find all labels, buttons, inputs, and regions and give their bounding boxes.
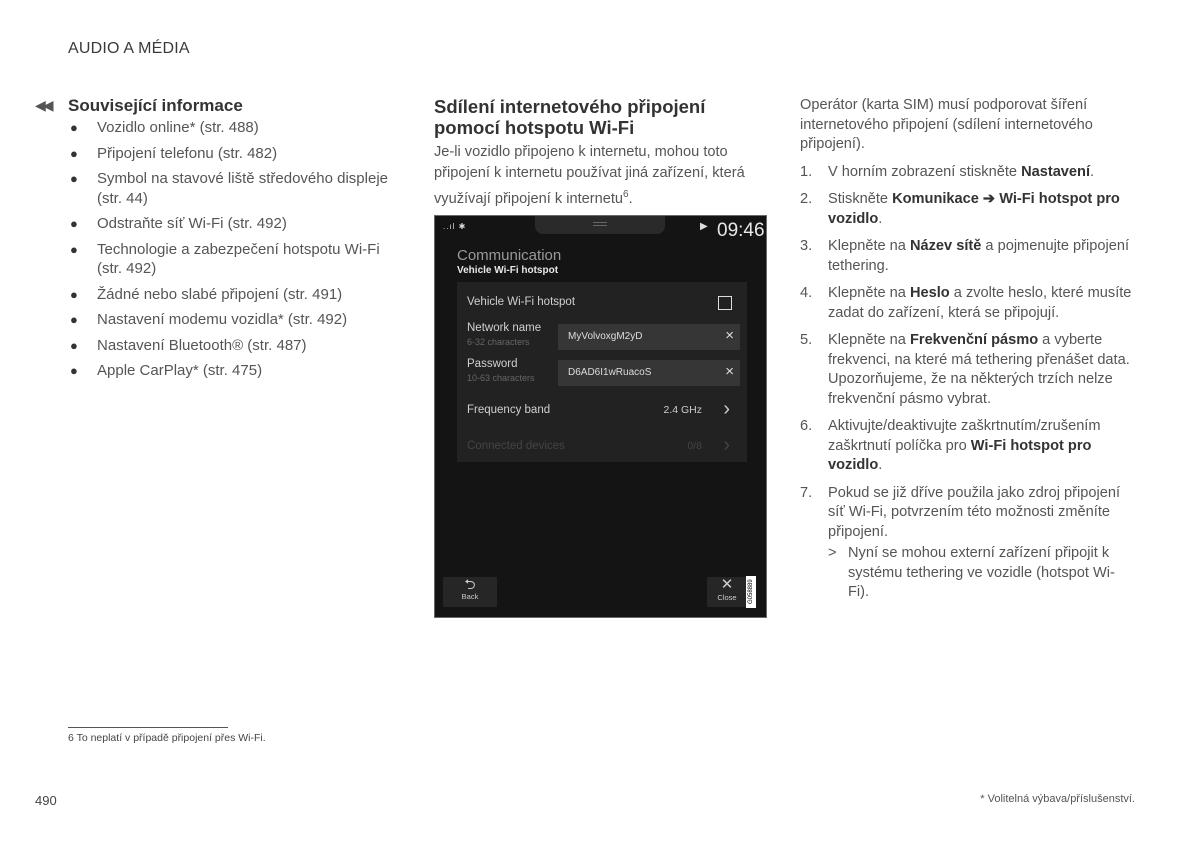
list-item[interactable]: ● Nastavení modemu vozidla* (str. 492) bbox=[70, 311, 348, 328]
list-item[interactable]: ● Symbol na stavové liště středového displeje (str. 44) bbox=[70, 170, 388, 207]
signal-icon: ..ıl ✱ bbox=[443, 222, 467, 231]
double-chevron-left-icon: ◀◀ bbox=[35, 97, 51, 113]
image-code: G058889 bbox=[746, 576, 756, 608]
close-icon: ✕ bbox=[720, 576, 734, 593]
instructions bbox=[800, 96, 1135, 611]
steps-list bbox=[800, 163, 1135, 603]
list-item[interactable]: ● Nastavení Bluetooth® (str. 487) bbox=[70, 336, 307, 354]
hotspot-toggle-row[interactable]: Vehicle Wi-Fi hotspot bbox=[467, 290, 742, 320]
network-name-row: Network name 6-32 characters MyVolvoxgM2yD × bbox=[467, 322, 742, 352]
intro-text: Operátor (karta SIM) musí podporovat šíření internetového připojení (sdílení internetového připojení). bbox=[800, 97, 1093, 152]
step: 7. Pokud se již dříve použila jako zdroj připojení síť Wi-Fi, potvrzením této možnosti změníte připojení. > Nyní se mohou externí zařízení připojit k systému tethering ve vozidle (hotspot Wi-Fi). bbox=[800, 484, 1135, 603]
back-button[interactable]: ⮌ Back bbox=[443, 577, 497, 607]
related-heading bbox=[35, 96, 395, 118]
step: 4. Klepněte na Heslo a zvolte heslo, které musíte zadat do zařízení, která se připojují. bbox=[800, 285, 1132, 321]
step: 5. Klepněte na Frekvenční pásmo a vyberte frekvenci, na které má tethering přenášet data. Upozorňujeme, že na některých trzích nelze frekvenční pásmo vybrat. bbox=[800, 332, 1130, 407]
list-item[interactable]: ● Vozidlo online* (str. 488) bbox=[70, 119, 259, 136]
footnote: 6 To neplatí v případě připojení přes Wi-Fi. bbox=[68, 732, 266, 744]
related-info bbox=[35, 96, 395, 387]
list-item[interactable]: ● Technologie a zabezpečení hotspotu Wi-Fi (str. 492) bbox=[70, 240, 380, 277]
footnote-divider bbox=[68, 727, 228, 728]
back-arrow-icon: ⮌ bbox=[464, 576, 476, 592]
footnote-ref: 6 bbox=[623, 189, 629, 200]
related-title: Související informace bbox=[68, 96, 243, 115]
list-item[interactable]: ● Připojení telefonu (str. 482) bbox=[70, 144, 278, 162]
screen-subtitle: Vehicle Wi-Fi hotspot bbox=[457, 265, 559, 276]
section bbox=[434, 96, 769, 210]
screen-title: Communication bbox=[457, 247, 562, 264]
step-result: > Nyní se mohou externí zařízení připojit k systému tethering ve vozidle (hotspot Wi-Fi). bbox=[828, 545, 1115, 600]
step: 2. Stiskněte Komunikace ➔ Wi-Fi hotspot pro vozidlo. bbox=[800, 191, 1120, 227]
section-title: Sdílení internetového připojení pomocí hotspotu Wi-Fi bbox=[434, 96, 706, 138]
settings-panel bbox=[457, 282, 747, 462]
step: 1. V horním zobrazení stiskněte Nastavení. bbox=[800, 163, 1095, 180]
password-row: Password 10-63 characters D6AD6I1wRuacoS × bbox=[467, 358, 742, 388]
step: 6. Aktivujte/deaktivujte zaškrtnutím/zrušením zaškrtnutí políčka pro Wi-Fi hotspot pro vozidlo. bbox=[800, 418, 1101, 473]
chapter-title: AUDIO A MÉDIA bbox=[68, 40, 190, 57]
chevron-right-icon: › bbox=[723, 434, 730, 456]
optional-equipment-note: * Volitelná výbava/příslušenství. bbox=[980, 793, 1135, 805]
section-body: Je-li vozidlo připojeno k internetu, mohou toto připojení k internetu používat jiná zařízení, která využívají připojení k internetu$^6$. bbox=[434, 144, 745, 207]
hotspot-checkbox[interactable] bbox=[718, 296, 732, 310]
list-item[interactable]: ● Odstraňte síť Wi-Fi (str. 492) bbox=[70, 215, 287, 232]
frequency-band-row[interactable]: Frequency band 2.4 GHz › bbox=[467, 398, 730, 420]
clock: 09:46 bbox=[717, 220, 765, 241]
network-name-field[interactable]: MyVolvoxgM2yD × bbox=[558, 324, 740, 350]
password-field[interactable]: D6AD6I1wRuacoS × bbox=[558, 360, 740, 386]
connected-devices-row[interactable]: Connected devices 0/8 › bbox=[467, 434, 730, 456]
clear-icon[interactable]: × bbox=[725, 363, 734, 380]
clear-icon[interactable]: × bbox=[725, 327, 734, 344]
page-number: 490 bbox=[35, 793, 57, 808]
chevron-right-icon: › bbox=[723, 398, 730, 420]
center-display-screenshot bbox=[434, 215, 767, 618]
step: 3. Klepněte na Název sítě a pojmenujte připojení tethering. bbox=[800, 238, 1130, 274]
related-list bbox=[35, 118, 395, 381]
drag-handle[interactable] bbox=[535, 216, 665, 234]
list-item[interactable]: ● Apple CarPlay* (str. 475) bbox=[70, 362, 263, 379]
close-button[interactable]: ✕ Close bbox=[707, 577, 747, 607]
list-item[interactable]: ● Žádné nebo slabé připojení (str. 491) bbox=[70, 285, 343, 303]
play-icon: ▶ bbox=[700, 221, 708, 232]
